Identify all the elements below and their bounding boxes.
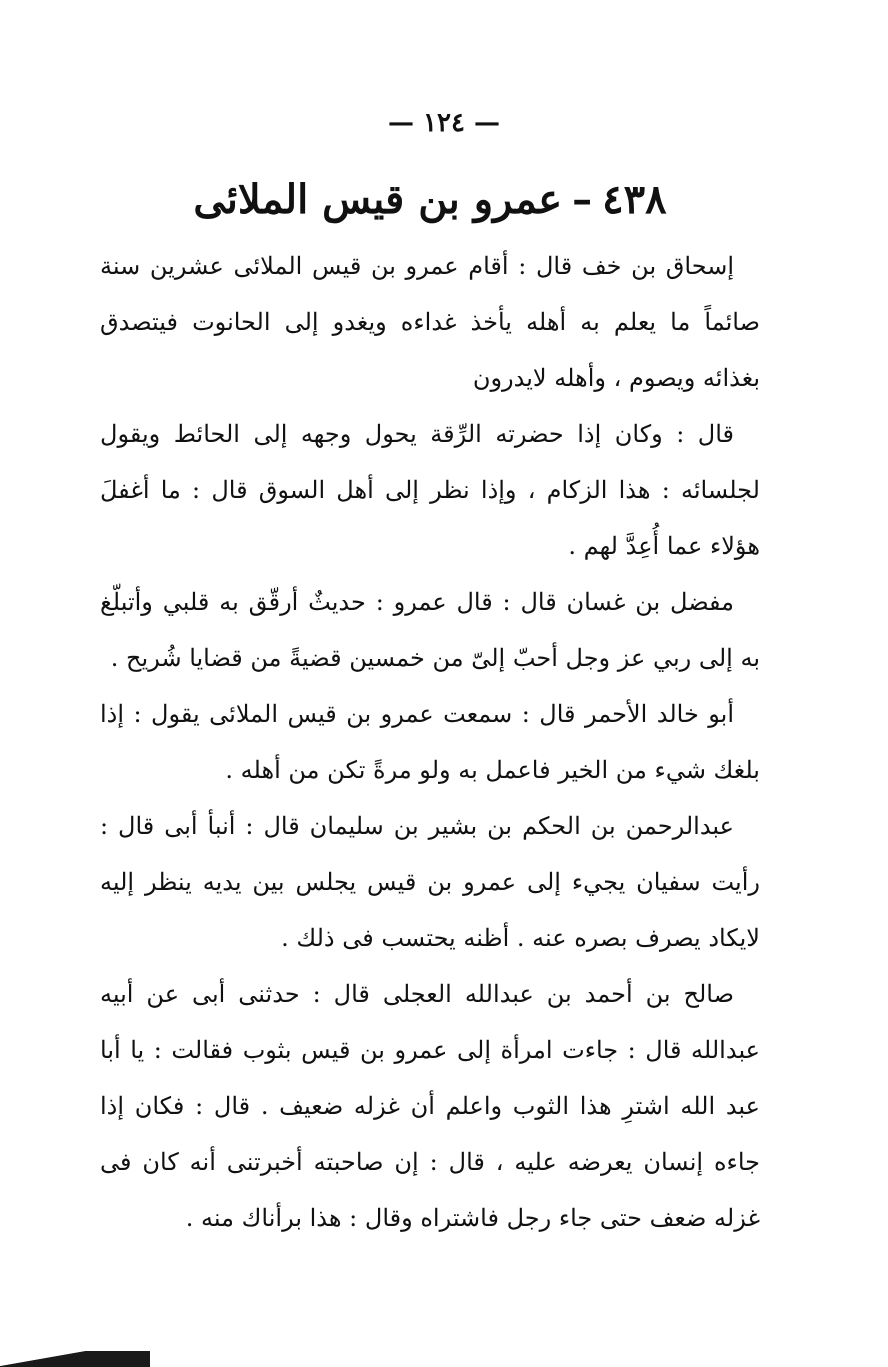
- heading-dash: –: [572, 176, 593, 223]
- page-number: — ١٢٤ —: [387, 108, 501, 138]
- paragraph-4: أبو خالد الأحمر قال : سمعت عمرو بن قيس الملائى يقول : إذا بلغك شيء من الخير فاعمل به ولو مرةً تكن من أهله .: [100, 700, 760, 784]
- entry-number: ٤٣٨: [602, 176, 667, 223]
- page-edge-shadow: [0, 1351, 150, 1367]
- section-heading: [150, 176, 710, 223]
- paragraph-6: صالح بن أحمد بن عبدالله العجلى قال : حدثنى أبى عن أبيه عبدالله قال : جاءت امرأة إلى عمرو بن قيس بثوب فقالت : يا أبا عبد الله اشترِ هذا الثوب واعلم أن غزله ضعيف . قال : فكان إذا جاءه إنسان يعرضه عليه ، قال : إن صاحبته أخبرتنى أنه كان فى غزله ضعف حتى جاء رجل فاشتراه وقال : هذا برأناك منه .: [100, 980, 760, 1232]
- body-text: [100, 238, 760, 1246]
- entry-title: عمرو بن قيس الملائى: [193, 176, 563, 223]
- paragraph-1: إسحاق بن خف قال : أقام عمرو بن قيس الملائى عشرين سنة صائماً ما يعلم به أهله يأخذ غداءه ويغدو إلى الحانوت فيتصدق بغذائه ويصوم ، وأهله لايدرون: [100, 252, 760, 392]
- paragraph-3: مفضل بن غسان قال : قال عمرو : حديثٌ أرقّق به قلبي وأتبلّغ به إلى ربي عز وجل أحبّ إلىّ من خمسين قضيةً من قضايا شُريح .: [100, 588, 760, 672]
- paragraph-2: قال : وكان إذا حضرته الرِّقة يحول وجهه إلى الحائط ويقول لجلسائه : هذا الزكام ، وإذا نظر إلى أهل السوق قال : ما أغفلَ هؤلاء عما أُعِدَّ لهم .: [100, 420, 760, 560]
- paragraph-5: عبدالرحمن بن الحكم بن بشير بن سليمان قال : أنبأ أبى قال : رأيت سفيان يجيء إلى عمرو بن قيس يجلس بين يديه ينظر إليه لايكاد يصرف بصره عنه . أظنه يحتسب فى ذلك .: [100, 812, 760, 952]
